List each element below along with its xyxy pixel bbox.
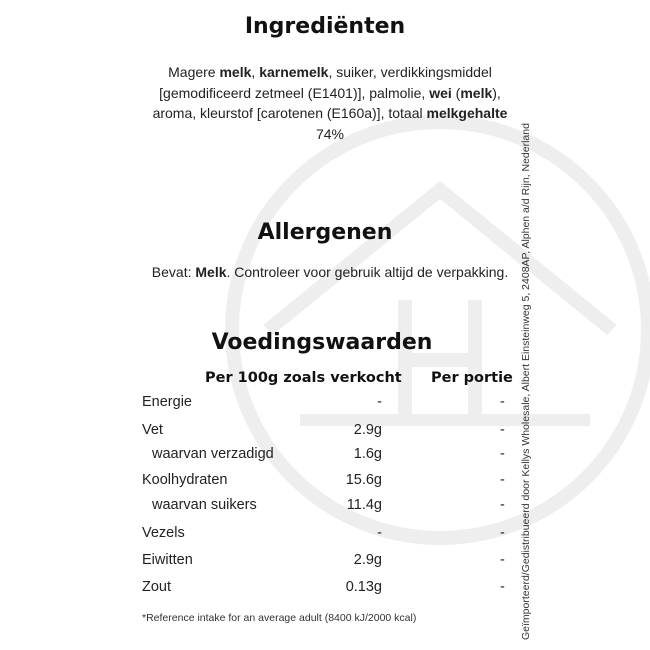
table-row xyxy=(0,446,650,466)
row-value-per100: 0.13g xyxy=(345,579,382,595)
row-value-portion: - xyxy=(500,394,505,410)
row-label: Vet xyxy=(142,422,163,438)
emphasized-text: melk xyxy=(460,84,493,101)
text-segment: , xyxy=(251,64,260,80)
text-segment: Bevat: xyxy=(151,264,196,280)
row-value-portion: - xyxy=(500,525,505,541)
row-label: waarvan suikers xyxy=(152,497,257,513)
ingredients-text xyxy=(150,62,510,144)
ingredients-title: Ingrediënten xyxy=(244,14,406,39)
row-value-portion: - xyxy=(500,552,505,568)
distributor-text: Geïmporteerd/Gedistribueerd door Kellys Wholesale, Albert Einsteinweg 5, 2408AP, Alphen a/d Rijn, Nederland xyxy=(520,123,532,640)
row-value-portion: - xyxy=(500,472,505,488)
table-row xyxy=(0,394,650,414)
text-segment: . Controleer voor gebruik altijd de verpakking. xyxy=(226,264,509,280)
row-value-per100: - xyxy=(377,525,382,541)
row-label: Eiwitten xyxy=(142,552,193,568)
row-label: Energie xyxy=(142,394,192,410)
row-label: Koolhydraten xyxy=(142,472,228,488)
emphasized-text: wei xyxy=(429,84,452,101)
row-value-per100: 1.6g xyxy=(353,446,382,462)
text-segment: ( xyxy=(451,84,461,101)
text-segment: Magere xyxy=(168,64,220,80)
column-header-per-100g: Per 100g zoals verkocht xyxy=(205,370,402,386)
row-label: waarvan verzadigd xyxy=(152,446,274,462)
allergens-text xyxy=(150,262,510,283)
row-value-per100: 15.6g xyxy=(345,472,382,488)
emphasized-text: melk xyxy=(219,64,252,80)
column-header-per-portion: Per portie xyxy=(431,370,513,386)
text-segment: , suiker, verdikkingsmiddel [gemodificeerd zetmeel (E1401)], palmolie, xyxy=(159,64,492,101)
allergens-title: Allergenen xyxy=(257,220,393,245)
emphasized-text: melkgehalte xyxy=(426,105,508,121)
row-value-portion: - xyxy=(500,497,505,513)
row-value-per100: 2.9g xyxy=(353,552,382,568)
table-row xyxy=(0,497,650,517)
emphasized-text: Melk xyxy=(195,264,227,280)
row-value-portion: - xyxy=(500,446,505,462)
table-row xyxy=(0,579,650,599)
row-value-per100: - xyxy=(377,394,382,410)
text-segment: ), aroma, kleurstof [carotenen (E160a)], totaal xyxy=(152,84,501,121)
table-row xyxy=(0,422,650,442)
nutrition-title: Voedingswaarden xyxy=(211,330,433,355)
row-value-portion: - xyxy=(500,422,505,438)
row-value-portion: - xyxy=(500,579,505,595)
table-row xyxy=(0,525,650,545)
emphasized-text: karnemelk xyxy=(259,64,329,80)
table-row xyxy=(0,472,650,492)
row-label: Vezels xyxy=(142,525,185,541)
row-value-per100: 11.4g xyxy=(346,497,382,513)
row-label: Zout xyxy=(142,579,172,595)
text-segment: 74% xyxy=(315,125,345,142)
reference-intake-footnote: *Reference intake for an average adult (8400 kJ/2000 kcal) xyxy=(142,612,417,624)
table-row xyxy=(0,552,650,572)
row-value-per100: 2.9g xyxy=(353,422,382,438)
